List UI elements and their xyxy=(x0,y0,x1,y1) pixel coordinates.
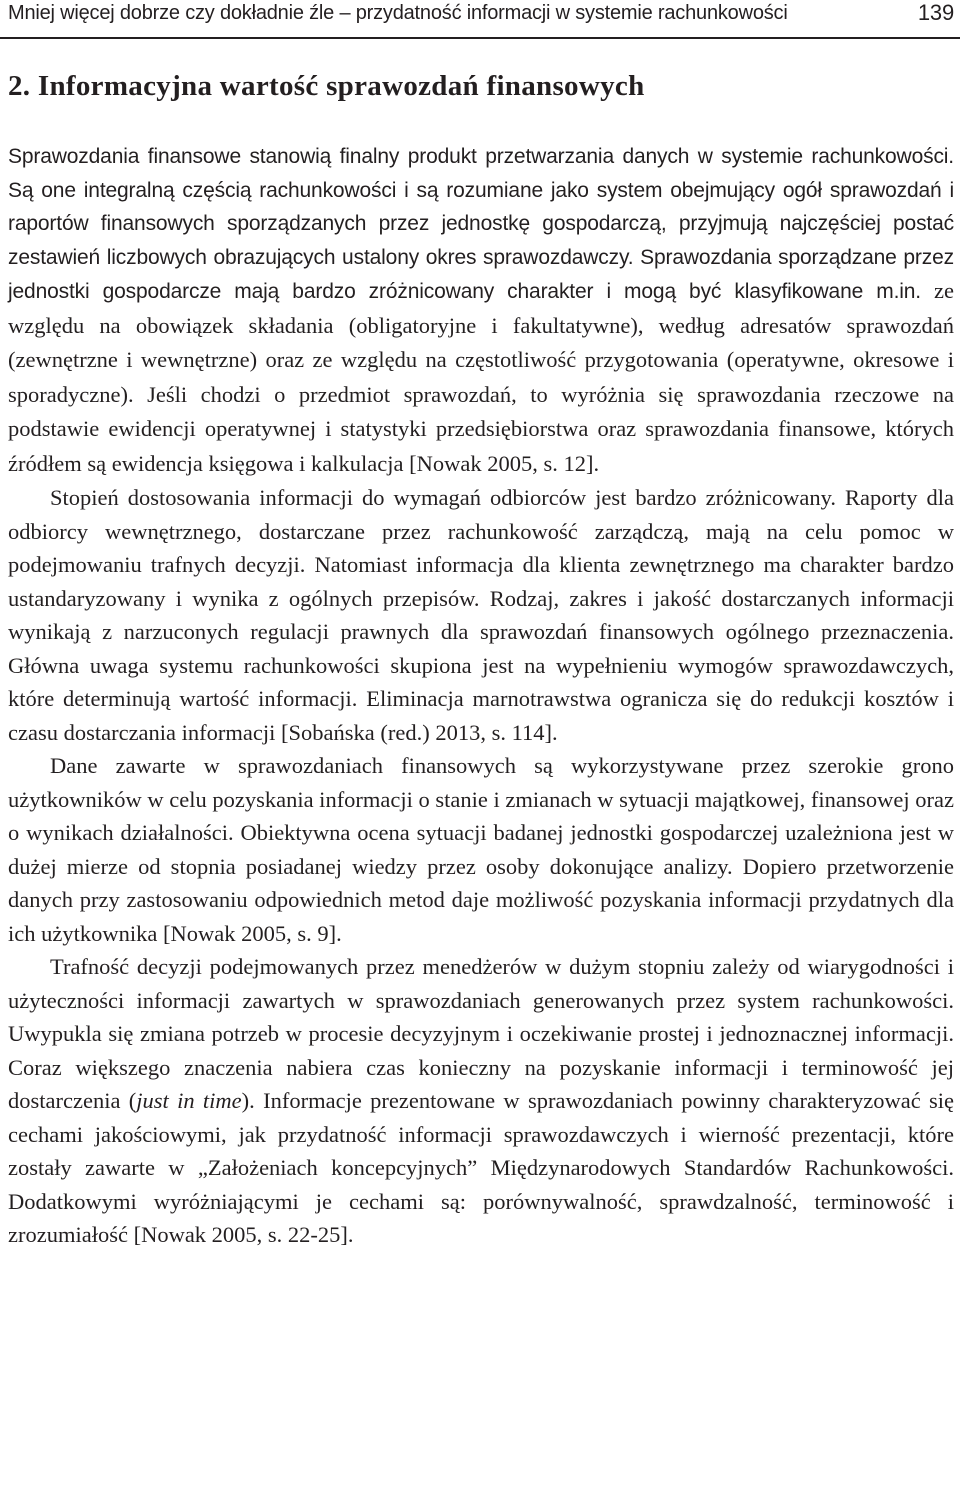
header-rule xyxy=(0,37,960,39)
paragraph-2: Stopień dostosowania informacji do wymagań odbiorców jest bardzo zróżnicowany. Raporty dla odbiorcy wewnętrznego, dostarczane przez rachunkowość zarządczą, mają na celu pomoc w podejmowaniu trafnych decyzji. Natomiast informacja dla klienta zewnętrznego ma charakter bardzo ustandaryzowany i wynika z ogólnych przepisów. Rodzaj, zakres i jakość dostarczanych informacji wynikają z narzuconych regulacji prawnych dla sprawozdań finansowych ogólnego przeznaczenia. Główna uwaga systemu rachunkowości skupiona jest na wypełnieniu wymogów sprawozdawczych, które determinują wartość informacji. Eliminacja marnotrawstwa ogranicza się do redukcji kosztów i czasu dostarczania informacji [Sobańska (red.) 2013, s. 114]. xyxy=(8,485,954,745)
paragraph-4-part-a: Trafność decyzji podejmowanych przez menedżerów w dużym stopniu zależy od wiarygodności i użyteczności informacji zawartych w sprawozdaniach generowanych przez system rachunkowości. Uwypukla się zmiana potrzeb w procesie decyzyjnym i oczekiwanie prostej i jednoznacznej informacji. Coraz większego znaczenia nabiera czas konieczny na pozyskanie informacji i terminowość jej dostarczenia ( xyxy=(8,954,954,1113)
paragraph-1-part-a: Sprawozdania finansowe stanowią finalny produkt przetwarzania danych w systemie rachunkowości. Są one integralną częścią rachunkowości i są rozumiane jako system obejmujący ogół sprawozdań i raportów finansowych sporządzanych przez jednostkę gospodarczą, przyjmują najczęściej postać zestawień liczbowych obrazujących ustalony okres sprawozdawczy. Sprawozdania sporządzane przez jednostki gospodarcze mają bardzo zróżnicowany charakter i mogą być klasyfikowane m.in. xyxy=(8,145,954,303)
paragraph-3: Dane zawarte w sprawozdaniach finansowych są wykorzystywane przez szerokie grono użytkowników w celu pozyskania informacji o stanie i zmianach w sytuacji majątkowej, finansowej oraz o wynikach działalności. Obiektywna ocena sytuacji badanej jednostki gospodarczej uzależniona jest w dużej mierze od stopnia posiadanej wiedzy przez osoby dokonujące analizy. Dopiero przetworzenie danych przy zastosowaniu odpowiednich metod daje możliwość pozyskania informacji przydatnych dla ich użytkownika [Nowak 2005, s. 9]. xyxy=(8,753,954,946)
running-header xyxy=(8,0,954,36)
running-title: Mniej więcej dobrze czy dokładnie źle – przydatność informacji w systemie rachunkowości xyxy=(8,2,788,24)
body-text xyxy=(8,140,954,1252)
paragraph-4-part-b: ). Informacje prezentowane w sprawozdaniach powinny charakteryzować się cechami jakościowymi, jak przydatność informacji sprawozdawczych i wierność prezentacji, które zostały zawarte w „Założeniach koncepcyjnych” Międzynarodowych Standardów Rachunkowości. Dodatkowymi wyróżniającymi je cechami są: porównywalność, sprawdzalność, terminowość i zrozumiałość [Nowak 2005, s. 22-25]. xyxy=(8,1088,954,1247)
paragraph-4-italic-term: just in time xyxy=(136,1088,242,1113)
page-number: 139 xyxy=(917,0,954,25)
paragraph-1-part-b: ze względu na obowiązek składania (obligatoryjne i fakultatywne), według adresatów sprawozdań (zewnętrzne i wewnętrzne) oraz ze względu na częstotliwość przygotowania (operatywne, okresowe i sporadyczne). Jeśli chodzi o przedmiot sprawozdań, to wyróżnia się sprawozdania rzeczowe na podstawie ewidencji operatywnej i statystyki przedsiębiorstwa oraz sprawozdania finansowe, których źródłem są ewidencja księgowa i kalkulacja [Nowak 2005, s. 12]. xyxy=(8,278,954,476)
paragraph-1 xyxy=(8,140,954,481)
section-title: 2. Informacyjna wartość sprawozdań finansowych xyxy=(8,70,645,102)
paragraph-4 xyxy=(8,950,954,1252)
